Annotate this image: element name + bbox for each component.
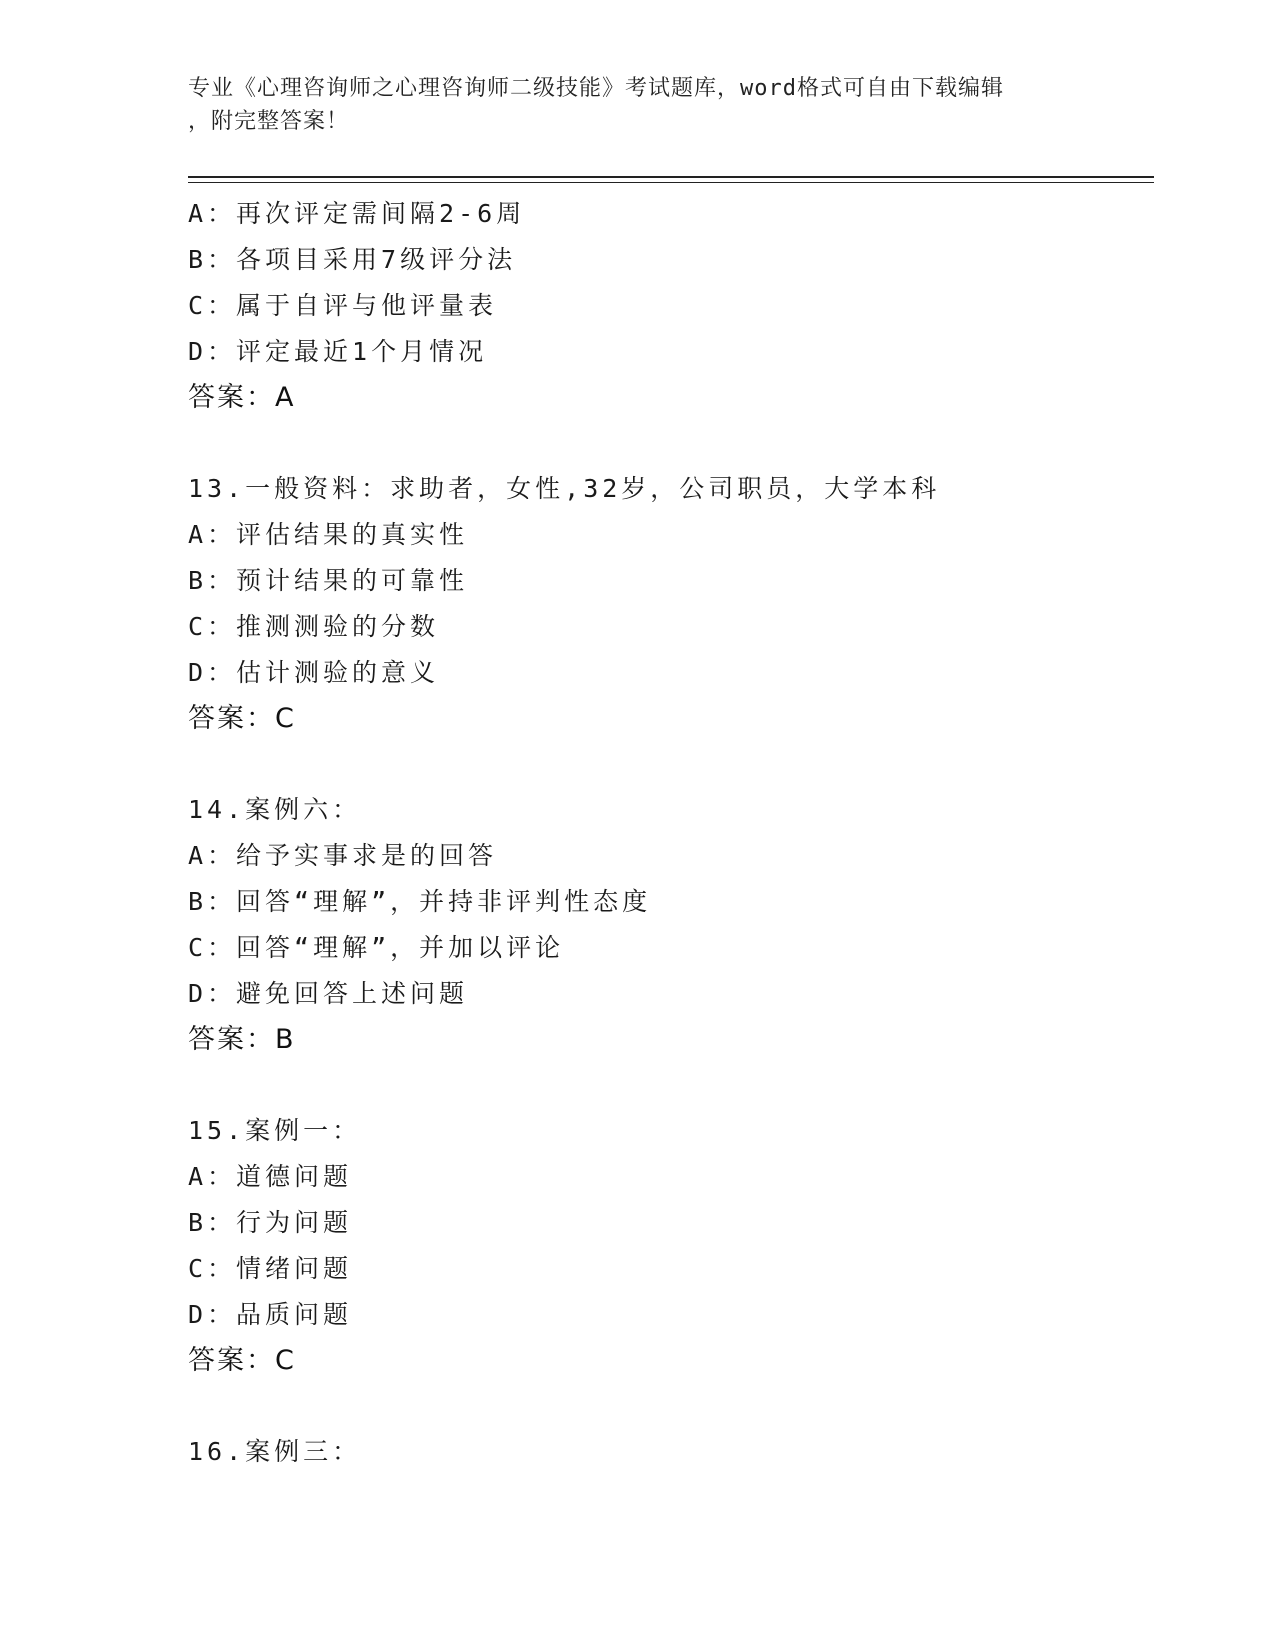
question-15-stem: 15.案例一： [188, 1116, 362, 1145]
question-16-stem: 16.案例三： [188, 1437, 362, 1466]
question-12-option-a: A：再次评定需间隔2-6周 [188, 199, 526, 228]
question-13-option-d: D：估计测验的意义 [188, 658, 440, 687]
question-15-block [188, 1108, 1148, 1384]
header-divider-thick [188, 176, 1154, 178]
question-15-answer: 答案：C [188, 1345, 296, 1376]
question-12-answer: 答案：A [188, 382, 296, 413]
question-13-option-a: A：评估结果的真实性 [188, 520, 469, 549]
question-14-block [188, 787, 1148, 1063]
question-13-option-c: C：推测测验的分数 [188, 612, 440, 641]
spacer [188, 1384, 1148, 1429]
question-12-block [188, 191, 1148, 421]
question-15-option-b: B：行为问题 [188, 1208, 353, 1237]
question-12-option-c: C：属于自评与他评量表 [188, 291, 498, 320]
question-14-option-b: B：回答“理解”，并持非评判性态度 [188, 887, 652, 916]
spacer [188, 1063, 1148, 1108]
question-16-block [188, 1429, 1148, 1475]
question-15-option-d: D：品质问题 [188, 1300, 353, 1329]
question-15-option-c: C：情绪问题 [188, 1254, 353, 1283]
question-14-option-c: C：回答“理解”，并加以评论 [188, 933, 565, 962]
question-12-option-d: D：评定最近1个月情况 [188, 337, 488, 366]
question-14-option-d: D：避免回答上述问题 [188, 979, 469, 1008]
question-13-stem: 13.一般资料：求助者，女性,32岁，公司职员，大学本科 [188, 474, 941, 503]
question-12-option-b: B：各项目采用7级评分法 [188, 245, 517, 274]
spacer [188, 421, 1148, 466]
question-14-stem: 14.案例六： [188, 795, 362, 824]
question-14-option-a: A：给予实事求是的回答 [188, 841, 498, 870]
spacer [188, 742, 1148, 787]
header-divider-thin [188, 182, 1154, 183]
question-14-answer: 答案：B [188, 1024, 296, 1055]
document-header [188, 72, 1088, 138]
question-15-option-a: A：道德问题 [188, 1162, 353, 1191]
header-line-1: 专业《心理咨询师之心理咨询师二级技能》考试题库，word格式可自由下载编辑 [188, 76, 1004, 101]
question-list [188, 191, 1148, 1475]
question-13-block [188, 466, 1148, 742]
question-13-option-b: B：预计结果的可靠性 [188, 566, 469, 595]
question-13-answer: 答案：C [188, 703, 296, 734]
header-line-2: ，附完整答案！ [188, 109, 350, 134]
